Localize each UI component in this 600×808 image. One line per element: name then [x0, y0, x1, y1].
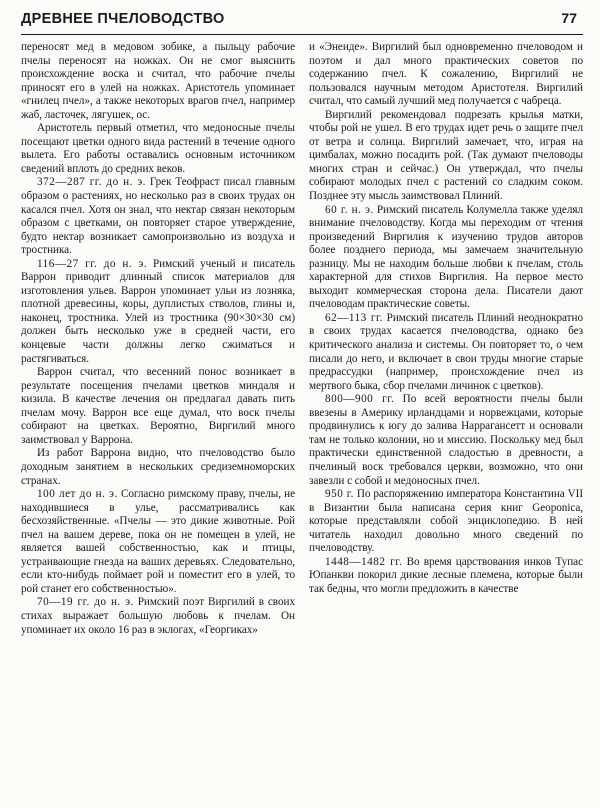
paragraph: [309, 312, 583, 393]
paragraph-date: 1448—1482 гг.: [325, 555, 403, 568]
paragraph: [309, 488, 583, 556]
text-columns: [21, 41, 583, 637]
paragraph-text: Аристотель первый отметил, что медоносные пчелы посещают цветки одного вида растений в течение одного вылета. Его работы оставались основным источником сведений вплоть до средних веков.: [21, 122, 295, 175]
paragraph-text: Римский писатель Колумелла также уделял внимание пчеловодству. Когда мы переходим от чтения произведений Виргилия к изучению трудов авторов более позднего периода, мы замечаем значительную разницу. Мы не находим больше любви к пчелам, столь характерной для стихов Виргилия. На первое место выходит коммерческая сторона дела. Писатели дают пчеловодам практические советы.: [309, 203, 584, 311]
paragraph: [21, 488, 295, 596]
paragraph-date: 116—27 гг. до н. э.: [37, 257, 148, 270]
paragraph-date: 100 лет до н. э.: [37, 488, 118, 501]
paragraph: [21, 258, 295, 366]
header-rule: [21, 34, 583, 35]
page-number: 77: [561, 10, 577, 26]
paragraph: [21, 176, 295, 257]
paragraph: [309, 41, 583, 109]
right-column: [309, 41, 583, 596]
paragraph-text: и «Энеиде». Виргилий был одновременно пчеловодом и поэтом и дал много практических советов по содержанию пчел. К сожалению, Виргилий не пользовался научным методом Аристотеля. Виргилий считал, что самый лучший мед получается с чабреца.: [309, 41, 583, 108]
running-title: ДРЕВНЕЕ ПЧЕЛОВОДСТВО: [21, 11, 225, 27]
paragraph: [21, 41, 295, 122]
page-header: [21, 10, 583, 34]
paragraph: [21, 596, 295, 637]
paragraph: [21, 366, 295, 447]
paragraph-date: 372—287 гг. до н. э.: [37, 176, 146, 189]
paragraph: [21, 447, 295, 488]
paragraph-text: Согласно римскому праву, пчелы, не находившиеся в улье, рассматривались как бесхозяйственные. «Пчелы — это дикие животные. Рой пчел на вашем дереве, пока он не помещен в улей, не является вашей собственностью, как и птицы, устраивающие гнезда на ваших деревьях. Следовательно, если кто-нибудь поймает рой и поместит его в улей, то рой станет его собственностью».: [21, 488, 295, 595]
paragraph-text: По распоряжению императора Константина VII в Византии была написана серия книг Geoponica, которые представляли собой энциклопедию. В ней читатель находил довольно много сведений по пчеловодству.: [309, 488, 583, 555]
paragraph-text: Римский поэт Виргилий в своих стихах выражает большую любовь к пчелам. Он упоминает их около 16 раз в эклогах, «Георгиках»: [21, 596, 295, 636]
paragraph-date: 950 г.: [325, 488, 354, 501]
paragraph: [309, 556, 583, 597]
paragraph: [309, 109, 583, 204]
paragraph-date: 60 г. н. э.: [325, 203, 374, 216]
paragraph-date: 62—113 гг.: [325, 311, 384, 324]
paragraph-text: Во время царствования инков Тупас Юпанкви покорил дикие лесные племена, которые были так бедны, что могли предложить в качестве: [309, 555, 583, 595]
paragraph-text: Виргилий рекомендовал подрезать крылья матки, чтобы рой не ушел. В его трудах идет речь о защите пчел от ветра и солнца. Виргилий замечает, что, играя на цимбалах, можно посадить рой. (Так думают пчеловоды многих стран и сейчас.) Он утверждал, что пчелы собирают молодых пчел с растений со сладким соком. Позднее эту мысль заимствовал Плиний.: [309, 108, 583, 203]
paragraph-date: 70—19 гг. до н. э.: [37, 596, 134, 609]
paragraph-text: Грек Теофраст писал главным образом о растениях, но несколько раз в своих трудах он касался пчел. Хотя он знал, что нектар связан некоторым образом с цветками, он повторяет старое утверждение, будто нектар возникает самопроизвольно из воздуха и тростника.: [21, 176, 295, 257]
paragraph-text: переносят мед в медовом зобике, а пыльцу рабочие пчелы переносят на ножках. Он не смог выяснить происхождение воска и считал, что рабочие пчелы приносят его в улей на ножках. Аристотель упоминает «гнилец пчел», а также некоторых врагов пчел, например жаб, ласточек, лягушек, ос.: [21, 41, 295, 121]
paragraph-text: Варрон считал, что весенний понос возникает в результате посещения пчелами цветков миндаля и кизила. В качестве лечения он предлагал давать пить пчелам мочу. Варрон все еще думал, что воск пчелы собирают на цветках. Вероятно, Виргилий много заимствовал у Варрона.: [21, 366, 295, 446]
paragraph-text: По всей вероятности пчелы были ввезены в Америку ирландцами и норвежцами, которые продвинулись к югу до залива Наррагансетт и основали там не только колонии, но и миссию. Поскольку мед был практически единственной сладостью в древности, а пчелиный воск требовался церкви, возможно, что они завезли с собой и медоносных пчел.: [309, 393, 583, 487]
paragraph-date: 800—900 гг.: [325, 393, 395, 406]
left-column: [21, 41, 295, 637]
paragraph-text: Из работ Варрона видно, что пчеловодство было доходным занятием в нескольких средиземноморских странах.: [21, 447, 295, 487]
paragraph-text: Римский ученый и писатель Варрон приводит длинный список материалов для изготовления ульев. Варрон упоминает ульи из лозняка, плотной древесины, коры, дуплистых стволов, глины и, наконец, тростника. Улей из тростника (90×30×30 см) должен быть несколько уже в средней части, его концевые части должны легко сжиматься и растягиваться.: [21, 257, 295, 365]
paragraph: [309, 393, 583, 488]
paragraph: [309, 204, 583, 312]
paragraph: [21, 122, 295, 176]
paragraph-text: Римский писатель Плиний неоднократно в своих трудах касается пчеловодства, однако без критического анализа и системы. Он повторяет то, о чем писали до него, и включает в свои труды многие старые предрассудки (например, происхождение пчел из мертвого быка, сбор пчелами личинок с цветков).: [309, 311, 584, 392]
